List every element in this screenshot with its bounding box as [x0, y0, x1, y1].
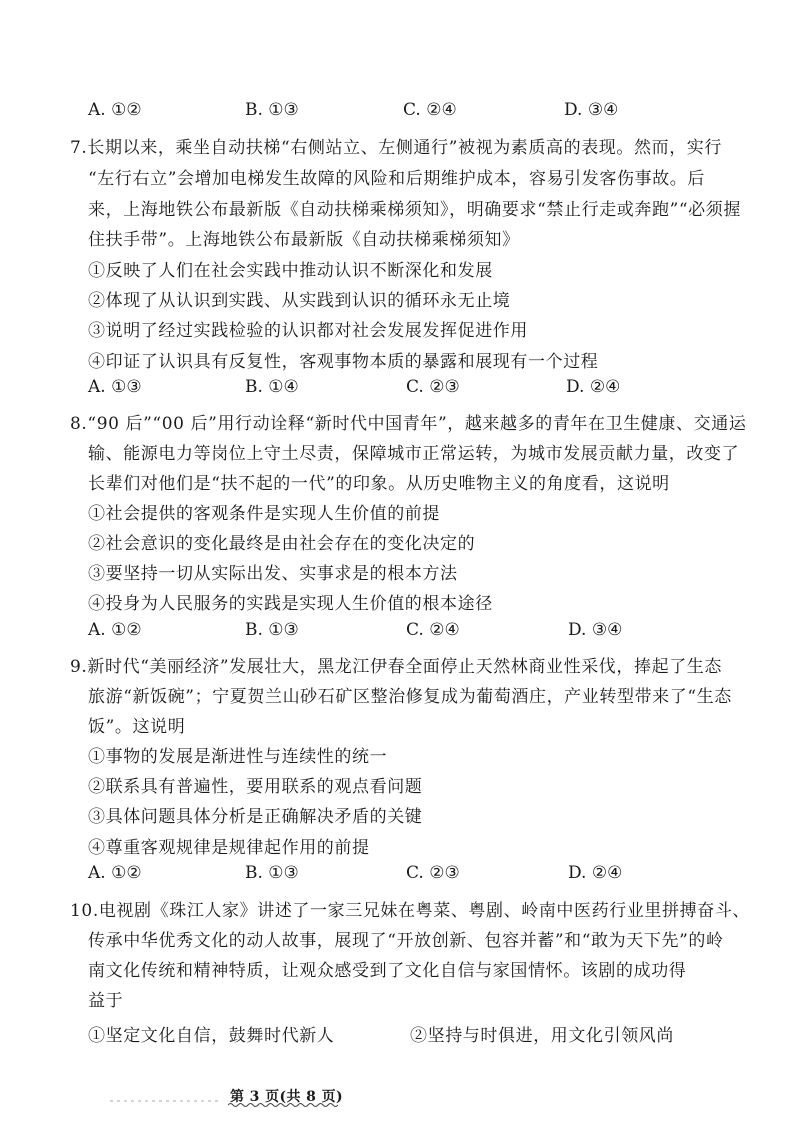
q9-option-c: C. ②③ — [406, 863, 460, 883]
q8-option-d: D. ③④ — [568, 620, 623, 640]
q7-stem-line-1: 7.长期以来，乘坐自动扶梯“右侧站立、左侧通行”被视为素质高的表现。然而，实行 — [70, 138, 722, 158]
q10-statement-2: ②坚持与时俱进，用文化引领风尚 — [410, 1026, 674, 1046]
q10-stem-line-1: 10.电视剧《珠江人家》讲述了一家三兄妹在粤菜、粤剧、岭南中医药行业里拼搏奋斗、 — [70, 901, 751, 921]
q7-option-c: C. ②③ — [406, 377, 460, 397]
q7-option-b: B. ①④ — [245, 377, 299, 397]
q8-statement-2: ②社会意识的变化最终是由社会存在的变化决定的 — [88, 534, 476, 554]
q8-option-c: C. ②④ — [406, 620, 460, 640]
q6-options — [88, 100, 768, 126]
q9-option-a: A. ①② — [88, 863, 142, 883]
q7-options — [88, 377, 768, 403]
q6-option-c: C. ②④ — [403, 100, 457, 120]
q9-stem-line-2: 旅游“新饭碗”；宁夏贺兰山砂石矿区整治修复成为葡萄酒庄，产业转型带来了“生态 — [88, 687, 732, 707]
q9-option-b: B. ①③ — [245, 863, 299, 883]
q8-stem-line-3: 长辈们对他们是“扶不起的一代”的印象。从历史唯物主义的角度看，这说明 — [88, 474, 670, 494]
q9-option-d: D. ②④ — [568, 863, 623, 883]
q8-statement-4: ④投身为人民服务的实践是实现人生价值的根本途径 — [88, 594, 493, 614]
page-number: 第 3 页(共 8 页) — [230, 1089, 344, 1105]
footer-wavy-underline — [228, 1102, 338, 1108]
q8-stem-line-1: 8.“90 后”“00 后”用行动诠释“新时代中国青年”，越来越多的青年在卫生健康、交通运 — [70, 414, 747, 434]
q6-option-a: A. ①② — [88, 100, 142, 120]
q9-statement-4: ④尊重客观规律是规律起作用的前提 — [88, 838, 370, 858]
q6-option-b: B. ①③ — [245, 100, 299, 120]
q6-option-d: D. ③④ — [564, 100, 619, 120]
q7-statement-2: ②体现了从认识到实践、从实践到认识的循环永无止境 — [88, 291, 511, 311]
q9-statement-2: ②联系具有普遍性，要用联系的观点看问题 — [88, 777, 423, 797]
q9-statement-1: ①事物的发展是渐进性与连续性的统一 — [88, 747, 388, 767]
q8-statement-1: ①社会提供的客观条件是实现人生价值的前提 — [88, 504, 440, 524]
q10-stem-line-3: 南文化传统和精神特质，让观众感受到了文化自信与家国情怀。该剧的成功得 — [88, 961, 687, 981]
q7-statement-4: ④印证了认识具有反复性，客观事物本质的暴露和展现有一个过程 — [88, 352, 599, 372]
q9-options — [88, 863, 768, 889]
q9-statement-3: ③具体问题具体分析是正确解决矛盾的关键 — [88, 807, 423, 827]
q7-option-d: D. ②④ — [566, 377, 621, 397]
q9-stem-line-3: 饭”。这说明 — [88, 717, 186, 737]
q10-stem-line-2: 传承中华优秀文化的动人故事，展现了“开放创新、包容并蓄”和“敢为天下先”的岭 — [88, 931, 724, 951]
q8-options — [88, 620, 768, 646]
q8-statement-3: ③要坚持一切从实际出发、实事求是的根本方法 — [88, 564, 458, 584]
q7-stem-line-4: 住扶手带”。上海地铁公布最新版《自动扶梯乘梯须知》 — [88, 230, 520, 250]
q7-statement-3: ③说明了经过实践检验的认识都对社会发展发挥促进作用 — [88, 321, 528, 341]
q7-option-a: A. ①③ — [88, 377, 142, 397]
q7-statement-1: ①反映了人们在社会实践中推动认识不断深化和发展 — [88, 261, 493, 281]
q8-stem-line-2: 输、能源电力等岗位上守土尽责，保障城市正常运转，为城市发展贡献力量，改变了 — [88, 444, 740, 464]
q8-option-a: A. ①② — [88, 620, 142, 640]
q9-stem-line-1: 9.新时代“美丽经济”发展壮大，黑龙江伊春全面停止天然林商业性采伐，捧起了生态 — [70, 657, 722, 677]
q10-statement-1: ①坚定文化自信，鼓舞时代新人 — [88, 1026, 335, 1046]
q8-option-b: B. ①③ — [245, 620, 299, 640]
q7-stem-line-2: “左行右立”会增加电梯发生故障的风险和后期维护成本，容易引发客伤事故。后 — [88, 169, 705, 189]
scan-smudge — [110, 1098, 220, 1104]
q10-stem-line-4: 益于 — [88, 991, 124, 1011]
q7-stem-line-3: 来，上海地铁公布最新版《自动扶梯乘梯须知》，明确要求“禁止行走或奔跑”“必须握 — [88, 200, 741, 220]
